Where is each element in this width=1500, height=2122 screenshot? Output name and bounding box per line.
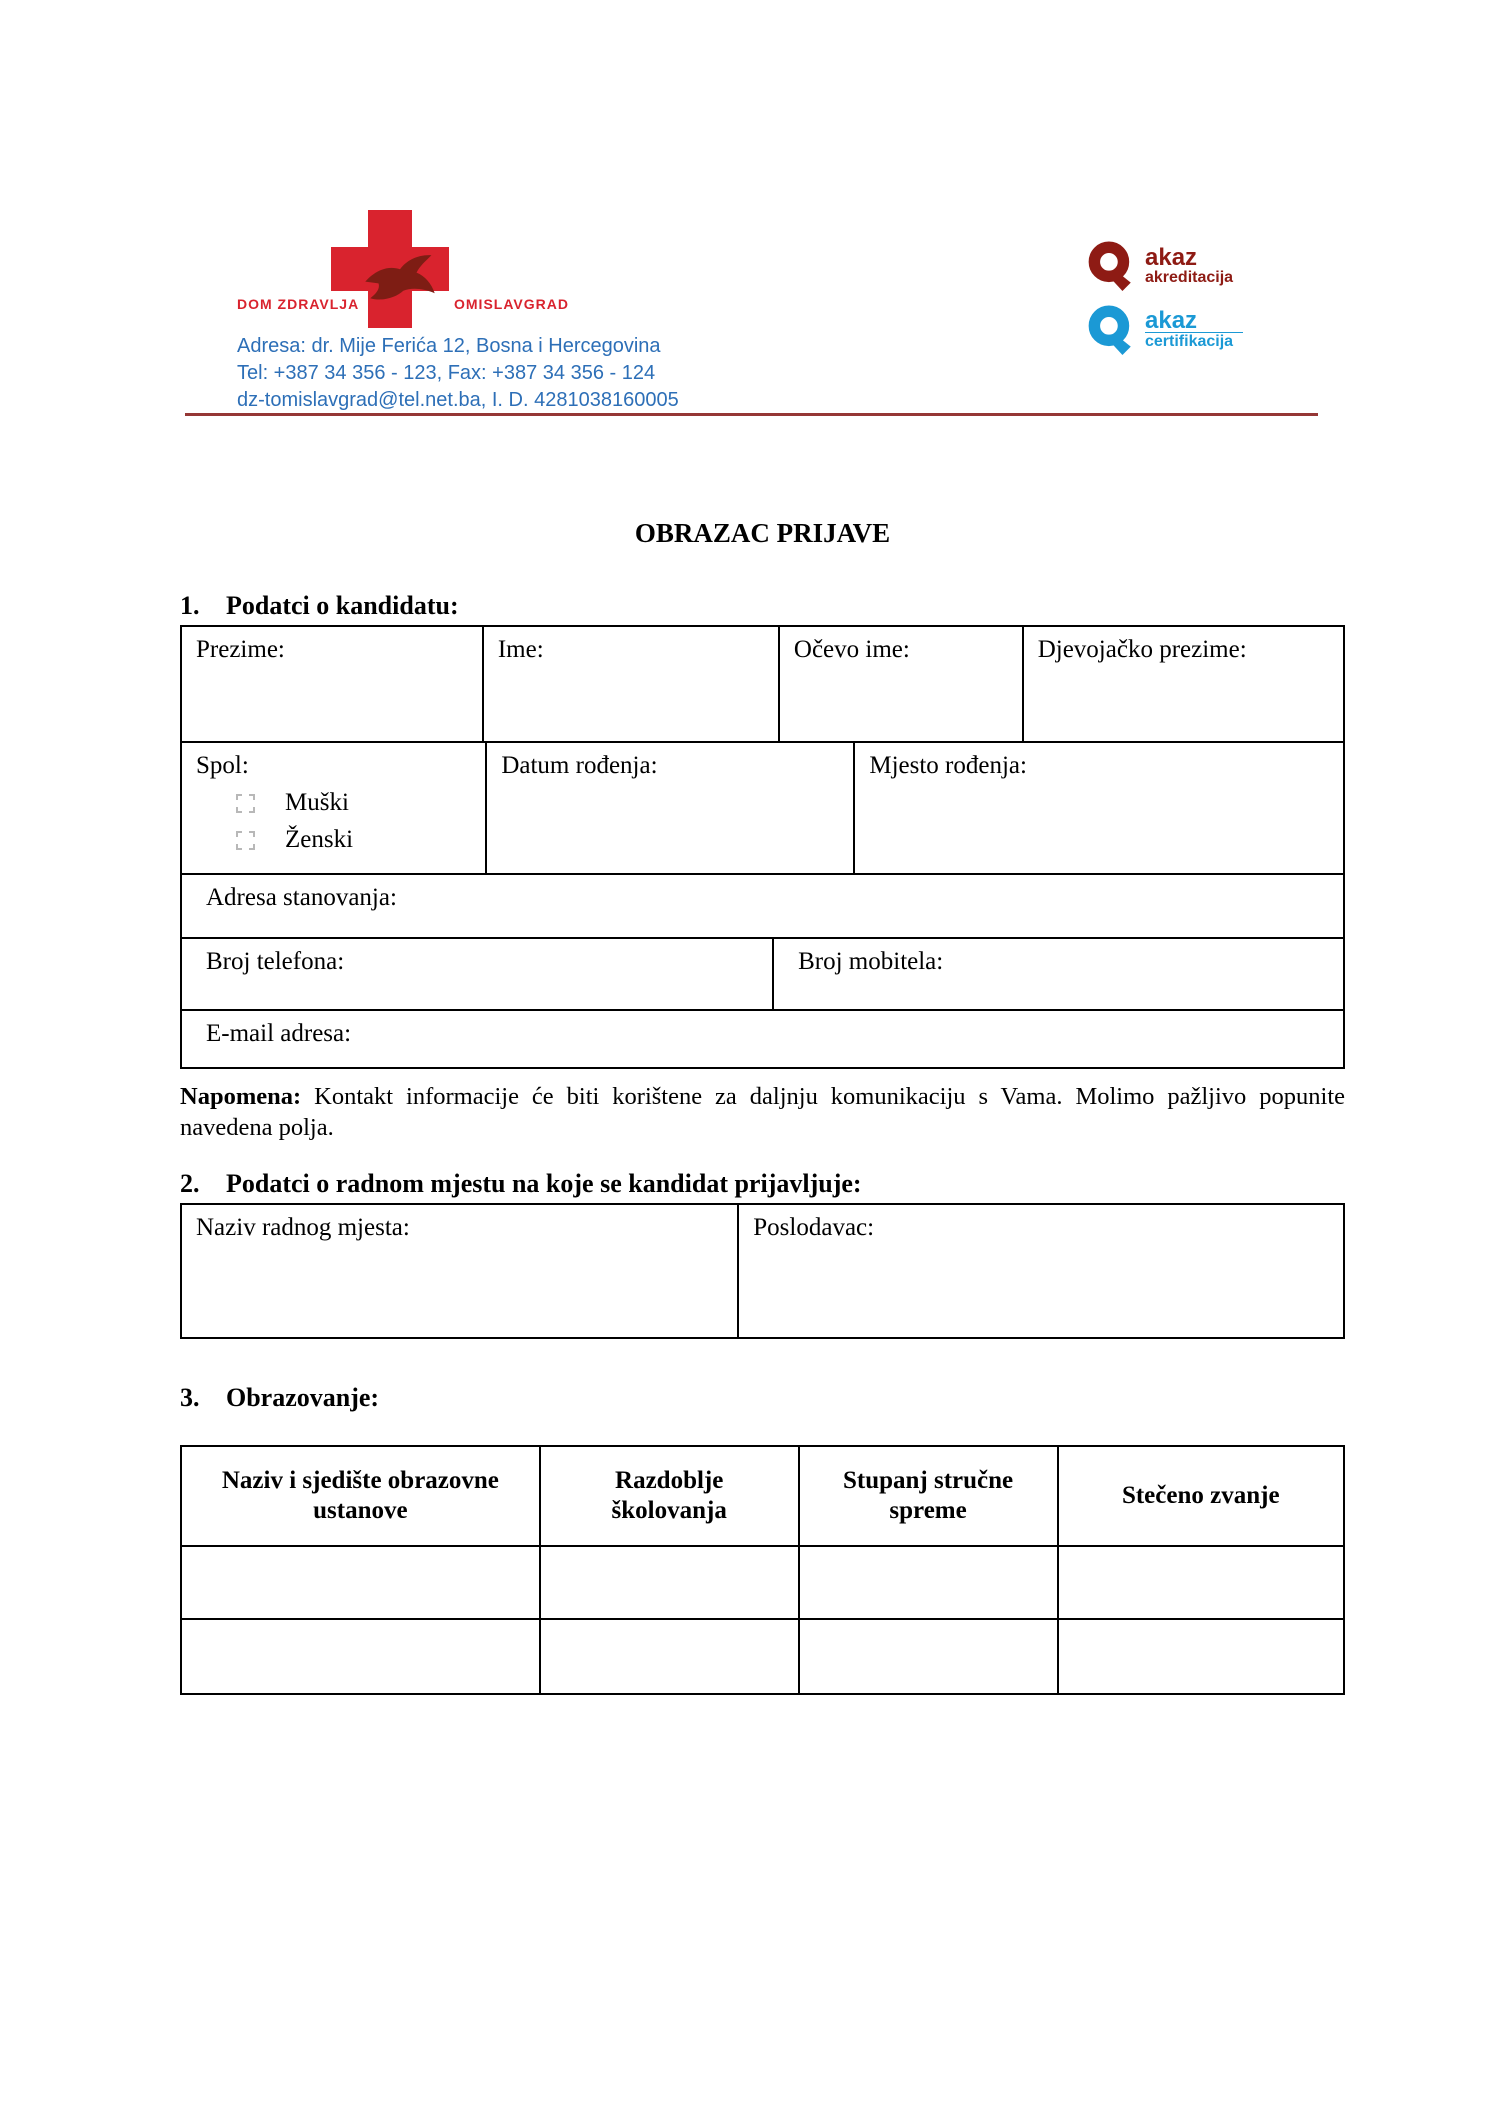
poslodavac-field — [739, 1205, 1343, 1337]
naziv-radnog-mjesta-field — [182, 1205, 739, 1337]
table-row — [182, 939, 1343, 1011]
note-text: Kontakt informacije će biti korištene za daljnju komunikaciju s Vama. Molimo pažljivo popunite navedena polja. — [180, 1083, 1345, 1141]
education-col-title-earned: Stečeno zvanje — [1121, 1482, 1280, 1509]
checkbox-muski[interactable] — [236, 794, 255, 813]
mjesto-rodjenja-field — [855, 743, 1343, 873]
education-col-degree-level: Stupanj stručne spreme — [800, 1447, 1059, 1545]
note-label: Napomena: — [180, 1083, 302, 1110]
ocevo-ime-field — [780, 627, 1024, 741]
checkbox-zenski[interactable] — [236, 831, 255, 850]
akaz-certification-subtitle: certifikacija — [1145, 333, 1234, 350]
djevojacko-prezime-field — [1024, 627, 1343, 741]
org-address-block — [237, 333, 679, 414]
education-cell — [541, 1620, 800, 1693]
datum-rodjenja-field — [487, 743, 855, 873]
muski-label: Muški — [285, 789, 349, 816]
akaz-certification-q-icon — [1085, 304, 1137, 356]
prezime-field — [182, 627, 484, 741]
table-row — [182, 1205, 1343, 1337]
spol-option-muski — [236, 789, 471, 817]
email-adresa-field — [182, 1011, 1343, 1067]
akaz-accreditation-logo — [1085, 240, 1365, 292]
org-name-right: OMISLAVGRAD — [454, 296, 569, 312]
bird-icon — [357, 242, 443, 304]
certification-logos — [1085, 240, 1365, 368]
section-1-heading: 1. Podatci o kandidatu: — [180, 591, 459, 620]
address-line-1: Adresa: dr. Mije Ferića 12, Bosna i Hercegovina — [237, 335, 661, 357]
section-2-number: 2. — [180, 1169, 200, 1198]
education-cell — [182, 1547, 541, 1618]
education-table — [180, 1445, 1345, 1695]
page-title: OBRAZAC PRIJAVE — [634, 518, 891, 548]
education-cell — [800, 1620, 1059, 1693]
education-col-period: Razdoblje školovanja — [541, 1447, 800, 1545]
datum-rodjenja-label: Datum rođenja: — [501, 752, 658, 779]
mjesto-rodjenja-label: Mjesto rođenja: — [869, 752, 1027, 779]
education-row — [182, 1547, 1343, 1620]
ime-field — [484, 627, 780, 741]
akaz-certification-logo — [1085, 304, 1365, 356]
education-cell — [800, 1547, 1059, 1618]
zenski-label: Ženski — [285, 826, 354, 853]
education-col-institution: Naziv i sjedište obrazovne ustanove — [182, 1447, 541, 1545]
akaz-accreditation-subtitle: akreditacija — [1145, 268, 1234, 286]
table-row — [182, 743, 1343, 875]
education-cell — [1059, 1620, 1343, 1693]
section-1-number: 1. — [180, 591, 200, 620]
table-row — [182, 627, 1343, 743]
education-cell — [182, 1620, 541, 1693]
job-table — [180, 1203, 1345, 1339]
akaz-certification-name: akaz — [1145, 309, 1243, 333]
djevojacko-prezime-label: Djevojačko prezime: — [1037, 636, 1247, 663]
prezime-label: Prezime: — [196, 636, 285, 663]
red-cross-icon — [331, 210, 449, 328]
spol-field — [182, 743, 487, 873]
spol-option-zenski — [236, 826, 471, 854]
table-row — [182, 875, 1343, 939]
org-name-left: DOM ZDRAVLJA — [237, 296, 360, 312]
naziv-radnog-mjesta-label: Naziv radnog mjesta: — [196, 1214, 410, 1241]
table-row — [182, 1011, 1343, 1067]
note-paragraph — [180, 1081, 1345, 1143]
spol-label: Spol: — [196, 752, 249, 779]
form-content — [180, 518, 1345, 1695]
ime-label: Ime: — [497, 636, 544, 663]
broj-telefona-label: Broj telefona: — [206, 948, 345, 975]
education-header-row — [182, 1447, 1343, 1547]
broj-telefona-field — [182, 939, 774, 1009]
education-cell — [541, 1547, 800, 1618]
section-3-number: 3. — [180, 1383, 200, 1412]
address-line-2: Tel: +387 34 356 - 123, Fax: +387 34 356 - 124 — [237, 362, 656, 384]
education-cell — [1059, 1547, 1343, 1618]
akaz-accreditation-q-icon — [1085, 240, 1137, 292]
adresa-stanovanja-label: Adresa stanovanja: — [206, 884, 397, 911]
poslodavac-label: Poslodavac: — [753, 1214, 875, 1241]
section-2-heading: 2. Podatci o radnom mjestu na koje se kandidat prijavljuje: — [180, 1169, 862, 1198]
email-adresa-label: E-mail adresa: — [206, 1020, 352, 1047]
address-line-3: dz-tomislavgrad@tel.net.ba, I. D. 4281038160005 — [237, 389, 679, 411]
candidate-table — [180, 625, 1345, 1069]
adresa-stanovanja-field — [182, 875, 1343, 937]
org-logo — [237, 210, 857, 335]
education-row — [182, 1620, 1343, 1693]
akaz-accreditation-name: akaz — [1145, 243, 1198, 271]
ocevo-ime-label: Očevo ime: — [793, 636, 910, 663]
section-3-heading: 3. Obrazovanje: — [180, 1383, 380, 1412]
header-divider — [185, 413, 1318, 416]
broj-mobitela-label: Broj mobitela: — [798, 948, 944, 975]
broj-mobitela-field — [774, 939, 1343, 1009]
